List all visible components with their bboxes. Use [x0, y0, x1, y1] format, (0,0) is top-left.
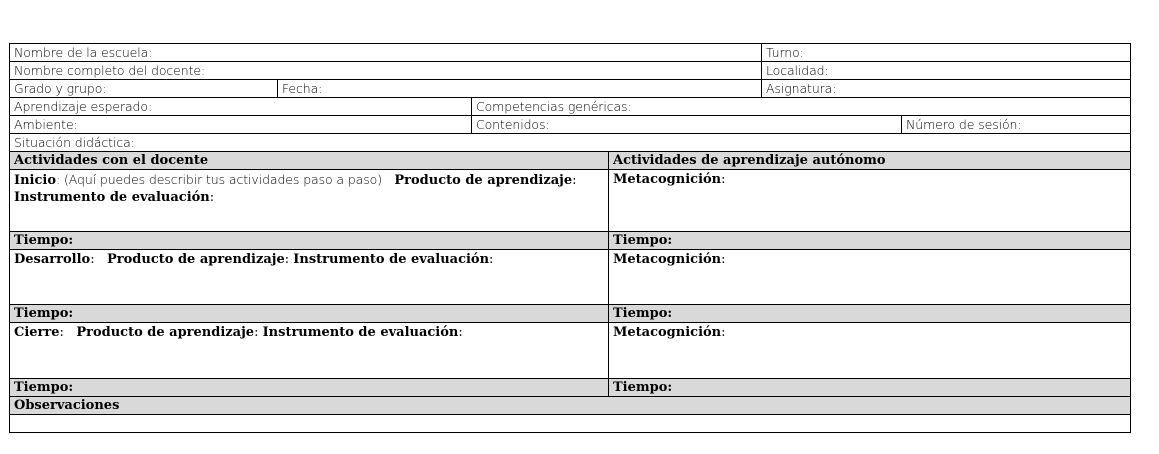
closing-activity-cell[interactable]	[10, 323, 608, 378]
autonomous-activities-heading: Actividades de aprendizaje autónomo	[608, 152, 1130, 169]
teacher-activities-heading: Actividades con el docente	[14, 153, 209, 168]
grade-group-field[interactable]	[10, 80, 277, 97]
shift-label: Turno:	[766, 45, 804, 60]
development-metacognition-cell[interactable]	[608, 250, 1130, 304]
date-label: Fecha:	[282, 81, 323, 96]
row-observations-heading	[10, 397, 1130, 415]
development-label: Desarrollo	[14, 252, 91, 267]
start-instrument-label: Instrumento de evaluación	[14, 190, 210, 205]
school-name-label: Nombre de la escuela:	[14, 45, 153, 60]
date-field[interactable]	[277, 80, 761, 97]
row-section-headings	[10, 152, 1130, 170]
closing-colon: :	[59, 325, 64, 340]
contents-label: Contenidos:	[476, 117, 550, 132]
environment-field[interactable]	[10, 116, 471, 133]
row-grade	[10, 80, 1130, 98]
expected-learning-field[interactable]	[10, 98, 471, 115]
start-product-label: Producto de aprendizaje	[394, 173, 573, 188]
start-metacognition-colon: :	[721, 172, 726, 187]
development-instrument-colon: :	[489, 252, 494, 267]
development-product-label: Producto de aprendizaje	[107, 252, 285, 267]
subject-label: Asignatura:	[766, 81, 837, 96]
row-start-time	[10, 232, 1130, 250]
closing-metacognition-colon: :	[721, 325, 726, 340]
row-closing-time	[10, 379, 1130, 397]
subject-field[interactable]	[761, 80, 1130, 97]
expected-learning-label: Aprendizaje esperado:	[14, 99, 153, 114]
session-number-label: Número de sesión:	[906, 117, 1022, 132]
observations-field[interactable]	[10, 415, 1130, 432]
observations-heading: Observaciones	[14, 398, 120, 413]
session-number-field[interactable]	[901, 116, 1130, 133]
start-product-colon: :	[572, 173, 577, 188]
locality-label: Localidad:	[766, 63, 829, 78]
closing-label: Cierre	[14, 325, 60, 340]
start-note: : (Aquí puedes describir tus actividades paso a paso)	[56, 172, 382, 187]
closing-product-colon: :	[254, 325, 259, 340]
shift-field[interactable]	[761, 44, 1130, 61]
grade-group-label: Grado y grupo:	[14, 81, 107, 96]
closing-product-label: Producto de aprendizaje	[76, 325, 255, 340]
closing-metacognition-label: Metacognición	[613, 325, 722, 340]
row-school	[10, 44, 1130, 62]
development-product-colon: :	[284, 252, 290, 267]
lesson-plan-form	[9, 43, 1131, 433]
row-didactic-situation	[10, 134, 1130, 152]
teacher-name-field[interactable]	[10, 62, 761, 79]
closing-instrument-label: Instrumento de evaluación	[262, 325, 459, 340]
row-environment	[10, 116, 1130, 134]
row-start	[10, 170, 1130, 232]
development-time-teacher[interactable]: Tiempo:	[14, 306, 74, 321]
start-time-autonomous[interactable]: Tiempo:	[608, 232, 1130, 249]
row-development-time	[10, 305, 1130, 323]
closing-metacognition-cell[interactable]	[608, 323, 1130, 378]
start-metacognition-label: Metacognición	[613, 172, 722, 187]
closing-time-teacher[interactable]: Tiempo:	[14, 380, 74, 395]
start-metacognition-cell[interactable]	[608, 170, 1130, 231]
row-closing	[10, 323, 1130, 379]
row-development	[10, 250, 1130, 305]
development-metacognition-colon: :	[721, 252, 726, 267]
generic-competencies-label: Competencias genéricas:	[476, 99, 632, 114]
contents-field[interactable]	[471, 116, 901, 133]
closing-time-autonomous[interactable]: Tiempo:	[608, 379, 1130, 396]
row-teacher	[10, 62, 1130, 80]
development-time-autonomous[interactable]: Tiempo:	[608, 305, 1130, 322]
row-learning	[10, 98, 1130, 116]
teacher-name-label: Nombre completo del docente:	[14, 63, 206, 78]
locality-field[interactable]	[761, 62, 1130, 79]
development-colon: :	[90, 252, 95, 267]
start-activity-cell[interactable]	[10, 170, 608, 231]
development-metacognition-label: Metacognición	[613, 252, 722, 267]
start-time-teacher[interactable]: Tiempo:	[14, 233, 74, 248]
start-instrument-colon: :	[209, 190, 215, 205]
generic-competencies-field[interactable]	[471, 98, 1130, 115]
development-activity-cell[interactable]	[10, 250, 608, 304]
development-instrument-label: Instrumento de evaluación	[293, 252, 490, 267]
environment-label: Ambiente:	[14, 117, 78, 132]
didactic-situation-label: Situación didáctica:	[14, 135, 135, 150]
school-name-field[interactable]	[10, 44, 761, 61]
didactic-situation-field[interactable]	[10, 134, 1130, 151]
closing-instrument-colon: :	[458, 325, 463, 340]
start-label: Inicio	[14, 173, 56, 188]
